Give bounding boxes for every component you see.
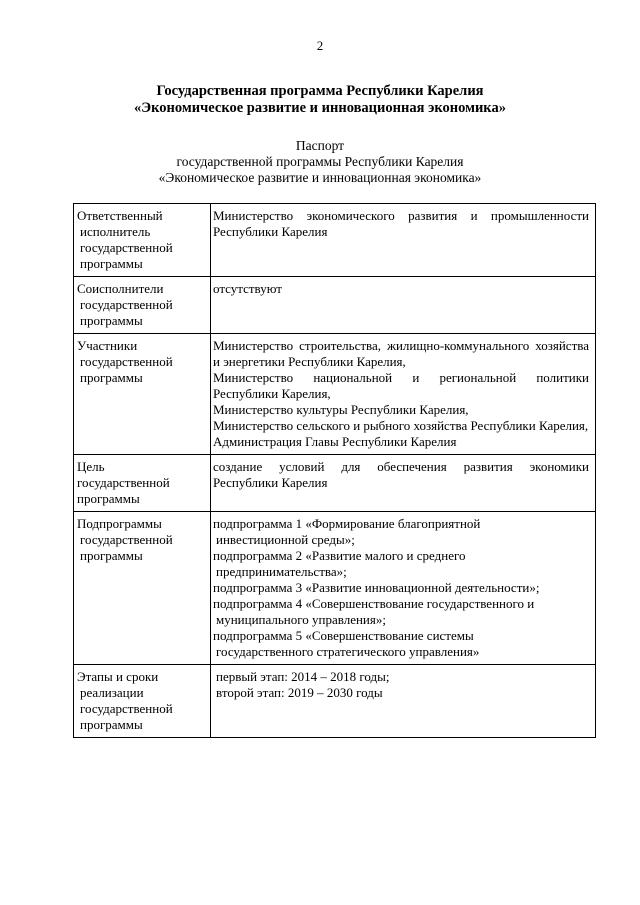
label-line: государственной — [80, 240, 173, 255]
table-row — [74, 512, 596, 665]
passport-heading-word: Паспорт — [295, 138, 345, 153]
subprogram-line: подпрограмма 3 «Развитие инновационной деятельности»; — [213, 580, 540, 595]
program-title — [0, 83, 640, 117]
label-line: программы — [80, 370, 143, 385]
program-title-line-2: «Экономическое развитие и инновационная экономика» — [134, 100, 506, 116]
table-row — [74, 204, 596, 277]
label-line: Подпрограммы — [77, 516, 162, 531]
table-row — [74, 665, 596, 738]
subprogram-line: муниципального управления»; — [216, 612, 386, 627]
label-line: программы — [80, 256, 143, 271]
list-item: Министерство строительства, жилищно-коммунального хозяйства и энергетики Республики Карелия, — [213, 338, 589, 369]
label-line: программы — [77, 491, 140, 506]
list-item: Администрация Главы Республики Карелия — [213, 434, 457, 449]
subprogram-line: подпрограмма 4 «Совершенствование государственного и — [213, 596, 535, 611]
row-content — [211, 334, 596, 455]
label-line: программы — [80, 548, 143, 563]
passport-heading-line-2: государственной программы Республики Карелия — [176, 154, 464, 169]
label-line: исполнитель — [80, 224, 151, 239]
label-line: программы — [80, 313, 143, 328]
subprogram-line: государственного стратегического управления» — [216, 644, 480, 659]
row-content — [211, 665, 596, 738]
row-label — [74, 334, 211, 455]
subprogram-line: подпрограмма 5 «Совершенствование системы — [213, 628, 474, 643]
label-line: программы — [80, 717, 143, 732]
label-line: Ответственный — [77, 208, 163, 223]
row-label — [74, 204, 211, 277]
list-item: Министерство сельского и рыбного хозяйства Республики Карелия, — [213, 418, 589, 433]
row-content — [211, 512, 596, 665]
label-line: государственной — [80, 354, 173, 369]
label-line: Соисполнители — [77, 281, 164, 296]
label-line: реализации — [80, 685, 144, 700]
label-line: государственной — [80, 701, 173, 716]
table-row — [74, 334, 596, 455]
label-line: Цель — [77, 459, 105, 474]
row-label — [74, 455, 211, 512]
row-content: отсутствуют — [211, 277, 596, 334]
label-line: Этапы и сроки — [77, 669, 159, 684]
label-line: государственной — [77, 475, 170, 490]
page-number: 2 — [316, 38, 324, 53]
table-row — [74, 455, 596, 512]
label-line: государственной — [80, 297, 173, 312]
list-item: Министерство культуры Республики Карелия, — [213, 402, 469, 417]
program-title-line-1: Государственная программа Республики Карелия — [156, 83, 484, 99]
stage-line: второй этап: 2019 – 2030 годы — [216, 685, 383, 700]
table-row — [74, 277, 596, 334]
list-item: Министерство национальной и региональной политики Республики Карелия, — [213, 370, 589, 401]
row-content: создание условий для обеспечения развития экономики Республики Карелия — [211, 455, 596, 512]
row-label — [74, 512, 211, 665]
subprogram-line: подпрограмма 2 «Развитие малого и среднего — [213, 548, 466, 563]
stage-line: первый этап: 2014 – 2018 годы; — [216, 669, 390, 684]
label-line: Участники — [77, 338, 138, 353]
passport-heading-line-3: «Экономическое развитие и инновационная экономика» — [158, 170, 482, 185]
row-label — [74, 665, 211, 738]
row-content: Министерство экономического развития и промышленности Республики Карелия — [211, 204, 596, 277]
passport-table — [73, 203, 596, 738]
subprogram-line: предпринимательства»; — [216, 564, 347, 579]
subprogram-line: инвестиционной среды»; — [216, 532, 355, 547]
row-label — [74, 277, 211, 334]
passport-heading — [0, 138, 640, 186]
subprogram-line: подпрограмма 1 «Формирование благоприятной — [213, 516, 481, 531]
label-line: государственной — [80, 532, 173, 547]
